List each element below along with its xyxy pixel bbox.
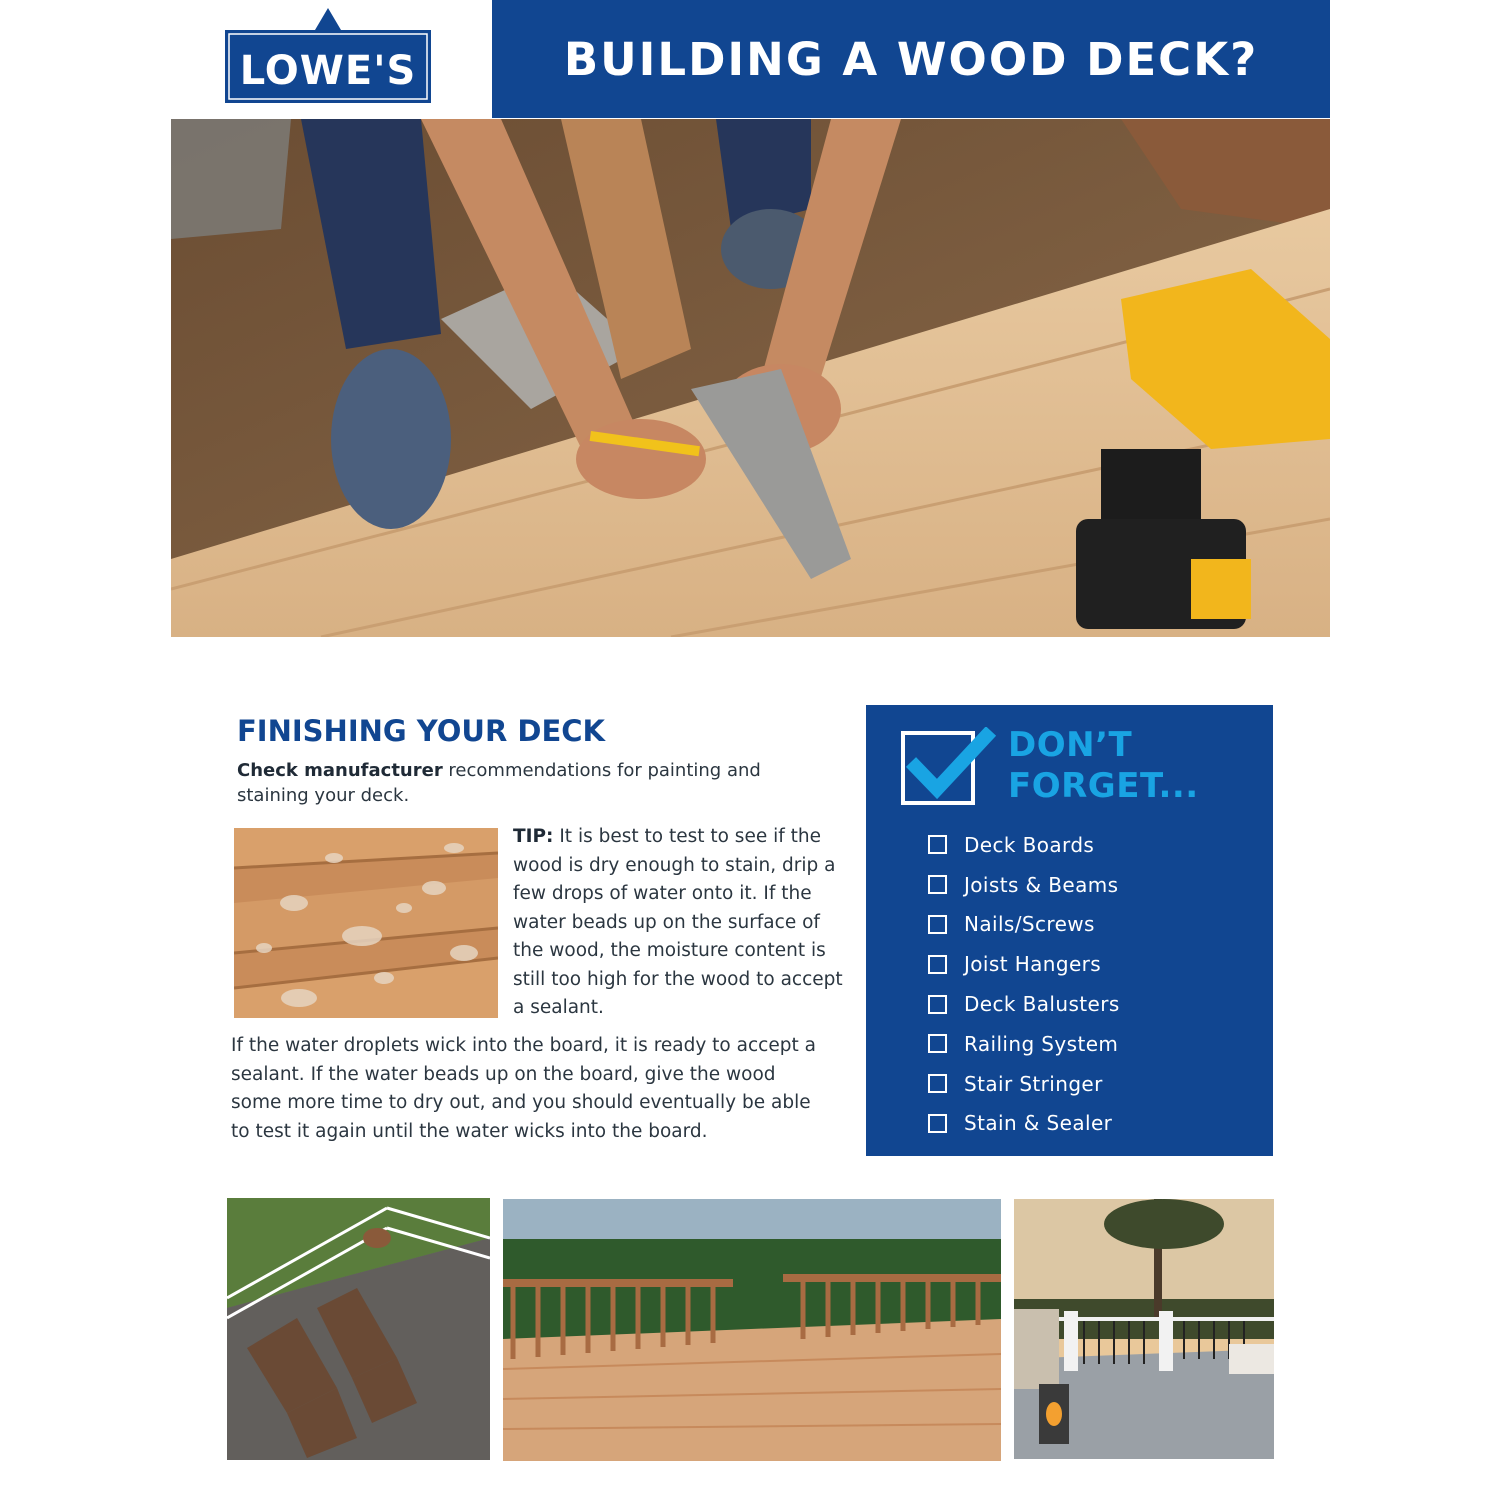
dont-forget-title-line1: DON’T xyxy=(1008,725,1133,765)
tip-label: TIP: xyxy=(513,826,554,847)
tip-body: It is best to test to see if the wood is dry enough to stain, drip a few drops of water onto it. If the water beads up on the surface of the wood, the moisture content is still too high for the wood to accept a sealant. xyxy=(513,826,843,1018)
checklist-item xyxy=(928,984,1120,1024)
deck-photo-wood-railing xyxy=(503,1199,1001,1461)
dont-forget-panel xyxy=(866,705,1273,1156)
water-drops-photo xyxy=(234,828,498,1018)
checkbox-icon[interactable] xyxy=(928,875,947,894)
checkbox-icon[interactable] xyxy=(928,995,947,1014)
checkbox-icon[interactable] xyxy=(928,1034,947,1053)
section-heading: FINISHING YOUR DECK xyxy=(237,714,606,748)
page-title: BUILDING A WOOD DECK? xyxy=(563,32,1259,86)
deck-photo-sunset-railing xyxy=(1014,1199,1274,1459)
checklist-item xyxy=(928,944,1120,984)
checkbox-icon[interactable] xyxy=(928,1074,947,1093)
lowes-logo xyxy=(225,8,431,103)
checklist-item xyxy=(928,1064,1120,1104)
checklist-item-label: Railing System xyxy=(964,1031,1119,1056)
checklist-item-label: Joist Hangers xyxy=(964,952,1102,977)
checkbox-icon[interactable] xyxy=(928,835,947,854)
deck-photo-gray-chairs xyxy=(227,1198,490,1460)
dont-forget-title-line2: FORGET... xyxy=(1008,766,1199,806)
checkbox-icon[interactable] xyxy=(928,915,947,934)
intro-paragraph xyxy=(237,758,797,808)
intro-rest: recommendations for painting and staining your deck. xyxy=(237,760,761,806)
checklist-item xyxy=(928,1104,1120,1144)
dont-forget-title xyxy=(1008,725,1199,807)
checkmark-icon xyxy=(901,727,996,805)
checklist-item xyxy=(928,825,1120,865)
checklist-item-label: Stair Stringer xyxy=(964,1071,1103,1096)
checklist-item xyxy=(928,1024,1120,1064)
checkbox-icon[interactable] xyxy=(928,955,947,974)
logo-text: LOWE'S xyxy=(239,48,417,94)
hero-photo-deck-building xyxy=(171,119,1330,637)
checklist-item-label: Nails/Screws xyxy=(964,912,1095,937)
tip-paragraph xyxy=(513,823,843,1023)
wick-paragraph: If the water droplets wick into the board, it is ready to accept a sealant. If the water beads up on the board, give the wood some more time to dry out, and you should eventually be able to test it again until the water wicks into the board. xyxy=(231,1035,816,1142)
checklist-item-label: Deck Balusters xyxy=(964,992,1120,1017)
checklist-item-label: Joists & Beams xyxy=(964,872,1119,897)
checklist-item xyxy=(928,905,1120,945)
checkbox-icon[interactable] xyxy=(928,1114,947,1133)
checklist-item-label: Stain & Sealer xyxy=(964,1111,1113,1136)
title-banner xyxy=(492,0,1330,118)
checklist-item-label: Deck Boards xyxy=(964,832,1095,857)
checklist xyxy=(928,825,1120,1143)
checklist-item xyxy=(928,865,1120,905)
intro-bold: Check manufacturer xyxy=(237,760,443,781)
